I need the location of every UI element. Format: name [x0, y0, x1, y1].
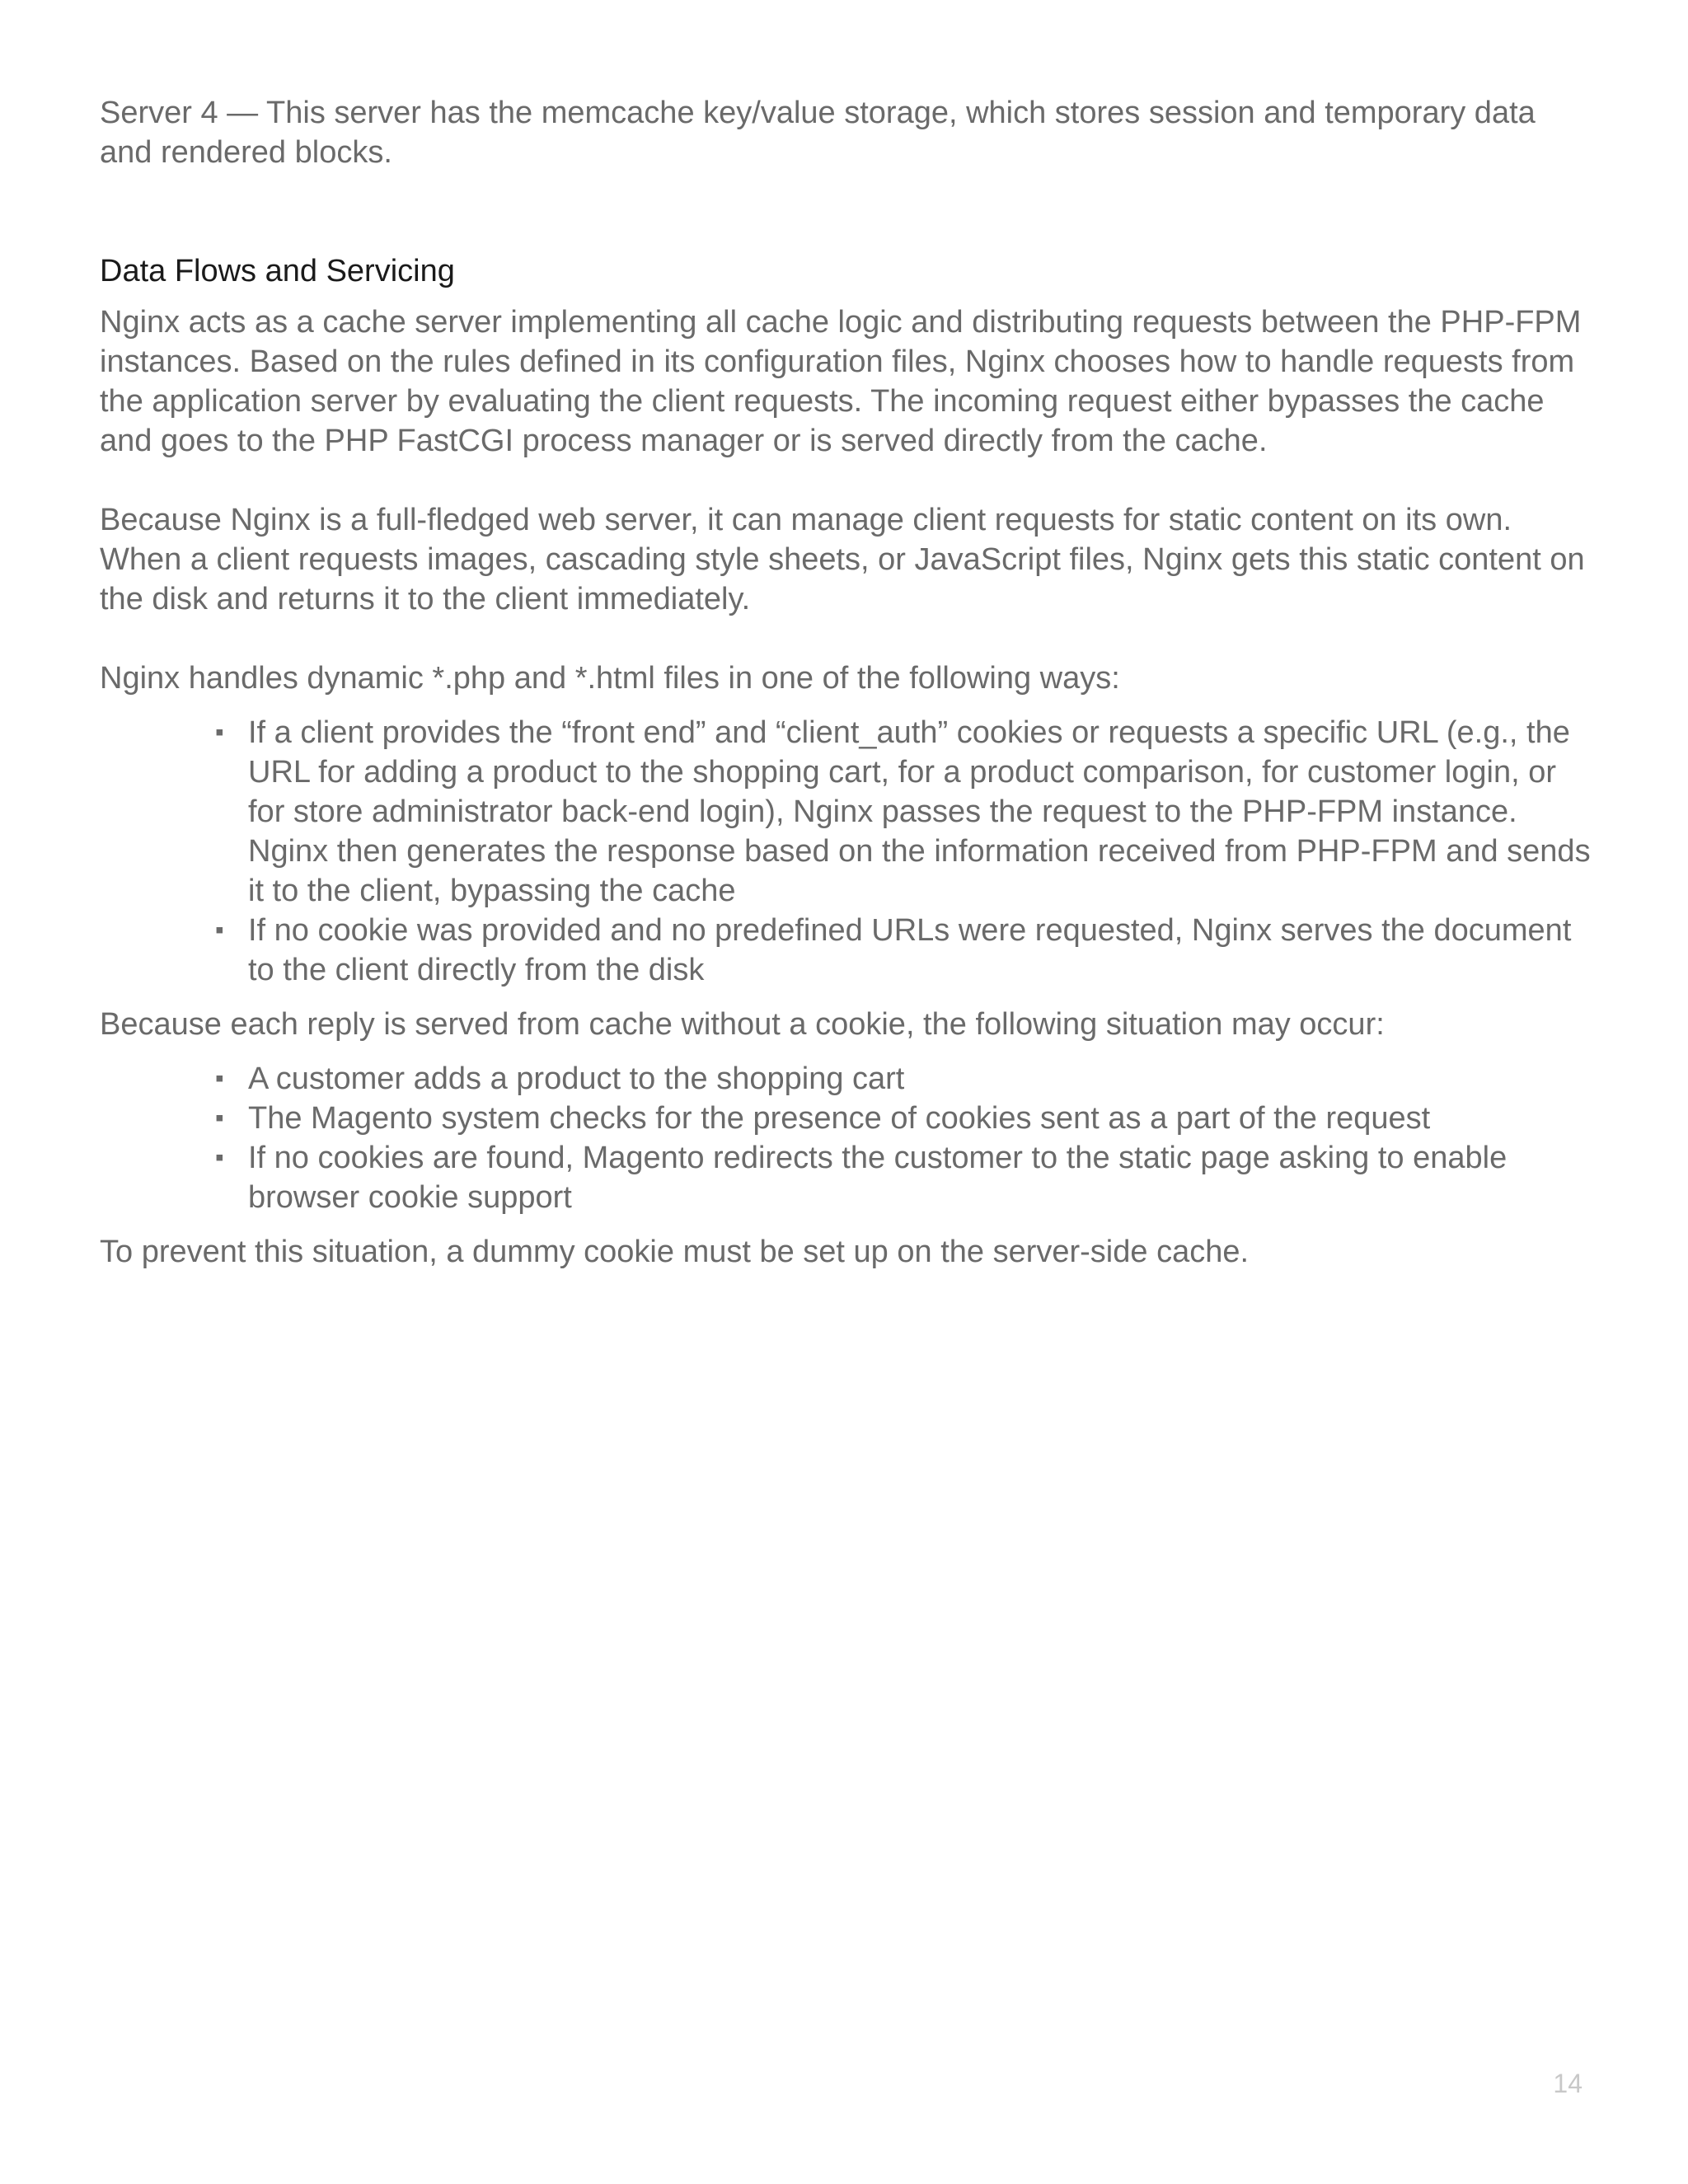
situation-list: [100, 1059, 1592, 1217]
page-number: 14: [1553, 2069, 1582, 2098]
paragraph-cache-server: Nginx acts as a cache server implementing all cache logic and distributing requests between the PHP-FPM instances. Based on the rules defined in its configuration files, Nginx chooses how to handle requests from the application server by evaluating the client requests. The incoming request either bypasses the cache and goes to the PHP FastCGI process manager or is served directly from the cache.: [100, 305, 1582, 458]
intro-paragraph: Server 4 — This server has the memcache key/value storage, which stores session and temporary data and rendered blocks.: [100, 96, 1536, 170]
list-item-text: If a client provides the “front end” and “client_auth” cookies or requests a specific URL (e.g., the URL for adding a product to the shopping cart, for a product comparison, for customer login, or for store administrator back-end login), Nginx passes the request to the PHP-FPM instance. Nginx then generates the response based on the information received from PHP-FPM and sends it to the client, bypassing the cache: [248, 715, 1591, 908]
paragraph-situation-intro: Because each reply is served from cache without a cookie, the following situation may occur:: [100, 1007, 1385, 1042]
handling-list: [100, 713, 1592, 990]
bullet-icon: ▪: [215, 1104, 224, 1132]
bullet-icon: ▪: [215, 916, 224, 944]
paragraph-dynamic-files: Nginx handles dynamic *.php and *.html files in one of the following ways:: [100, 661, 1120, 696]
paragraph-static-content: Because Nginx is a full-fledged web server, it can manage client requests for static content on its own. When a client requests images, cascading style sheets, or JavaScript files, Nginx gets this static content on the disk and returns it to the client immediately.: [100, 503, 1585, 616]
list-item-text: A customer adds a product to the shopping cart: [248, 1062, 905, 1096]
list-item: [215, 713, 1592, 911]
list-item-text: The Magento system checks for the presence of cookies sent as a part of the request: [248, 1101, 1431, 1136]
paragraph-conclusion: To prevent this situation, a dummy cookie must be set up on the server-side cache.: [100, 1235, 1250, 1269]
bullet-icon: ▪: [215, 719, 224, 746]
section-heading: Data Flows and Servicing: [100, 254, 455, 288]
bullet-icon: ▪: [215, 1065, 224, 1092]
list-item-text: If no cookies are found, Magento redirects the customer to the static page asking to enable browser cookie support: [248, 1141, 1507, 1215]
bullet-icon: ▪: [215, 1144, 224, 1171]
document-page: [100, 93, 1592, 1311]
list-item: [215, 1138, 1592, 1217]
list-item: [215, 1059, 1592, 1099]
list-item: [215, 1099, 1592, 1138]
list-item-text: If no cookie was provided and no predefined URLs were requested, Nginx serves the document to the client directly from the disk: [248, 913, 1572, 987]
list-item: [215, 911, 1592, 990]
